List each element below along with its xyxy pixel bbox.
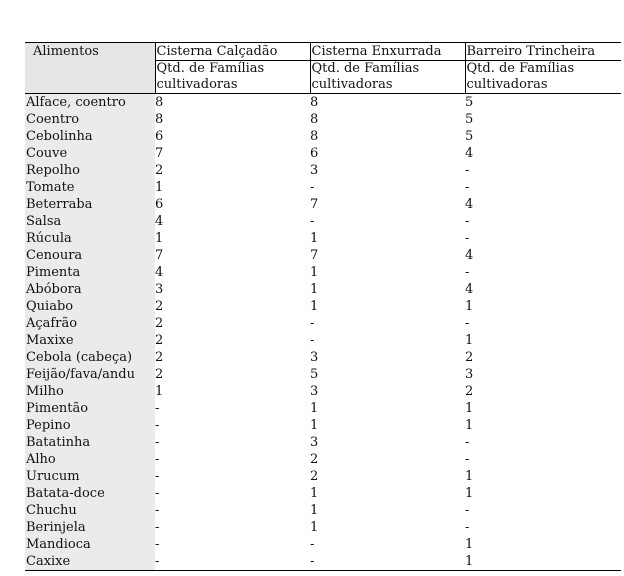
family-count-cell: 3 [310,435,319,450]
family-count-cell: 8 [155,95,164,110]
food-name-cell: Cebolinha [25,128,155,145]
family-count-cell: 5 [465,112,474,127]
table-row [25,247,621,264]
table-row [25,383,621,400]
family-count-cell: - [155,503,160,518]
header-row-groups [25,43,621,61]
family-count-cell: - [465,231,470,246]
food-name-cell: Batata-doce [25,485,155,502]
food-name-cell: Rúcula [25,230,155,247]
table-body [25,94,621,571]
header-cisterna-calcadao: Cisterna Calçadão [155,43,310,61]
family-count-cell: 3 [310,350,319,365]
family-count-cell: 1 [310,265,319,280]
family-count-cell: 2 [155,163,164,178]
family-count-cell: - [155,401,160,416]
family-count-cell: - [465,214,470,229]
table-row [25,553,621,571]
family-count-cell: - [465,503,470,518]
family-count-cell: 4 [465,197,474,212]
family-count-cell: - [310,537,315,552]
family-count-cell: 8 [155,112,164,127]
table-row [25,519,621,536]
family-count-cell: 2 [310,469,319,484]
food-name-cell: Cebola (cabeça) [25,349,155,366]
family-count-cell: 1 [155,384,164,399]
table-row [25,145,621,162]
subheader-3 [465,61,621,94]
food-name-cell: Pepino [25,417,155,434]
family-count-cell: - [465,163,470,178]
table-row [25,502,621,519]
family-count-cell: 8 [310,112,319,127]
header-barreiro-trincheira: Barreiro Trincheira [465,43,621,61]
subheader-line2: cultivadoras [311,77,393,92]
family-count-cell: - [155,486,160,501]
family-count-cell: - [465,180,470,195]
food-name-cell: Alho [25,451,155,468]
family-count-cell: 8 [310,95,319,110]
family-count-cell: 7 [155,248,164,263]
subheader-line2: cultivadoras [466,77,548,92]
family-count-cell: 2 [155,333,164,348]
family-count-cell: 3 [310,163,319,178]
food-name-cell: Tomate [25,179,155,196]
food-name-cell: Repolho [25,162,155,179]
family-count-cell: 1 [310,299,319,314]
family-count-cell: 1 [310,520,319,535]
food-name-cell: Pimentão [25,400,155,417]
family-count-cell: 1 [465,299,474,314]
family-count-cell: 4 [465,146,474,161]
table-row [25,128,621,145]
family-count-cell: 8 [310,129,319,144]
subheader-line2: cultivadoras [156,77,238,92]
family-count-cell: 5 [465,129,474,144]
table-row [25,196,621,213]
family-count-cell: 5 [310,367,319,382]
family-count-cell: 1 [310,503,319,518]
family-count-cell: - [465,452,470,467]
family-count-cell: 2 [465,384,474,399]
table-row [25,485,621,502]
table-row [25,94,621,112]
table-row [25,179,621,196]
subheader-line1: Qtd. de Famílias [156,61,265,76]
family-count-cell: - [310,316,315,331]
family-count-cell: 2 [155,316,164,331]
family-count-cell: - [310,553,465,571]
food-name-cell: Pimenta [25,264,155,281]
families-crops-table [25,42,621,571]
subheader-1 [155,61,310,94]
family-count-cell: 1 [465,537,474,552]
subheader-line1: Qtd. de Famílias [466,61,575,76]
family-count-cell: 1 [310,486,319,501]
family-count-cell: - [465,520,470,535]
family-count-cell: 1 [465,553,621,571]
food-name-cell: Coentro [25,111,155,128]
table-row [25,417,621,434]
family-count-cell: - [155,553,310,571]
family-count-cell: 1 [310,282,319,297]
table-row [25,315,621,332]
family-count-cell: 2 [465,350,474,365]
food-name-cell: Couve [25,145,155,162]
header-row-sub [25,61,621,94]
subheader-line1: Qtd. de Famílias [311,61,420,76]
family-count-cell: 1 [465,418,474,433]
food-name-cell: Quiabo [25,298,155,315]
family-count-cell: 1 [310,401,319,416]
food-name-cell: Chuchu [25,502,155,519]
family-count-cell: 1 [465,333,474,348]
table-row [25,451,621,468]
table-row [25,264,621,281]
food-name-cell: Açafrão [25,315,155,332]
table-row [25,536,621,553]
family-count-cell: - [155,435,160,450]
table-row [25,213,621,230]
family-count-cell: 1 [310,231,319,246]
family-count-cell: - [465,316,470,331]
table-row [25,281,621,298]
family-count-cell: 2 [310,452,319,467]
family-count-cell: 2 [155,350,164,365]
family-count-cell: 1 [465,469,474,484]
family-count-cell: - [155,452,160,467]
family-count-cell: - [465,435,470,450]
family-count-cell: 6 [155,197,164,212]
food-name-cell: Alface, coentro [25,94,155,112]
family-count-cell: 3 [310,384,319,399]
family-count-cell: 4 [465,282,474,297]
table-row [25,366,621,383]
table-row [25,468,621,485]
food-name-cell: Caxixe [25,553,155,571]
family-count-cell: - [155,418,160,433]
family-count-cell: 7 [310,197,319,212]
family-count-cell: 5 [465,95,474,110]
food-name-cell: Maxixe [25,332,155,349]
food-name-cell: Berinjela [25,519,155,536]
food-name-cell: Urucum [25,468,155,485]
table-row [25,162,621,179]
subheader-2 [310,61,465,94]
food-name-cell: Salsa [25,213,155,230]
family-count-cell: 3 [155,282,164,297]
family-count-cell: - [310,214,315,229]
table-row [25,298,621,315]
family-count-cell: - [155,520,160,535]
food-name-cell: Milho [25,383,155,400]
table-row [25,332,621,349]
food-name-cell: Batatinha [25,434,155,451]
family-count-cell: 6 [155,129,164,144]
family-count-cell: 4 [155,214,164,229]
family-count-cell: 4 [465,248,474,263]
header-food-blank [25,61,155,94]
table-row [25,400,621,417]
header-cisterna-enxurrada: Cisterna Enxurrada [310,43,465,61]
table-row [25,434,621,451]
family-count-cell: 1 [155,180,164,195]
food-name-cell: Cenoura [25,247,155,264]
table-row [25,230,621,247]
family-count-cell: 1 [465,486,474,501]
family-count-cell: 6 [310,146,319,161]
food-name-cell: Beterraba [25,196,155,213]
family-count-cell: 3 [465,367,474,382]
header-food: Alimentos [25,43,155,61]
family-count-cell: 2 [155,367,164,382]
family-count-cell: 4 [155,265,164,280]
table-row [25,349,621,366]
family-count-cell: 7 [155,146,164,161]
family-count-cell: - [155,537,160,552]
family-count-cell: 1 [310,418,319,433]
table-row [25,111,621,128]
family-count-cell: 1 [155,231,164,246]
family-count-cell: - [310,333,315,348]
food-name-cell: Abóbora [25,281,155,298]
family-count-cell: 1 [465,401,474,416]
family-count-cell: - [155,469,160,484]
food-name-cell: Mandioca [25,536,155,553]
family-count-cell: 2 [155,299,164,314]
family-count-cell: - [465,265,470,280]
food-name-cell: Feijão/fava/andu [25,366,155,383]
family-count-cell: - [310,180,315,195]
family-count-cell: 7 [310,248,319,263]
